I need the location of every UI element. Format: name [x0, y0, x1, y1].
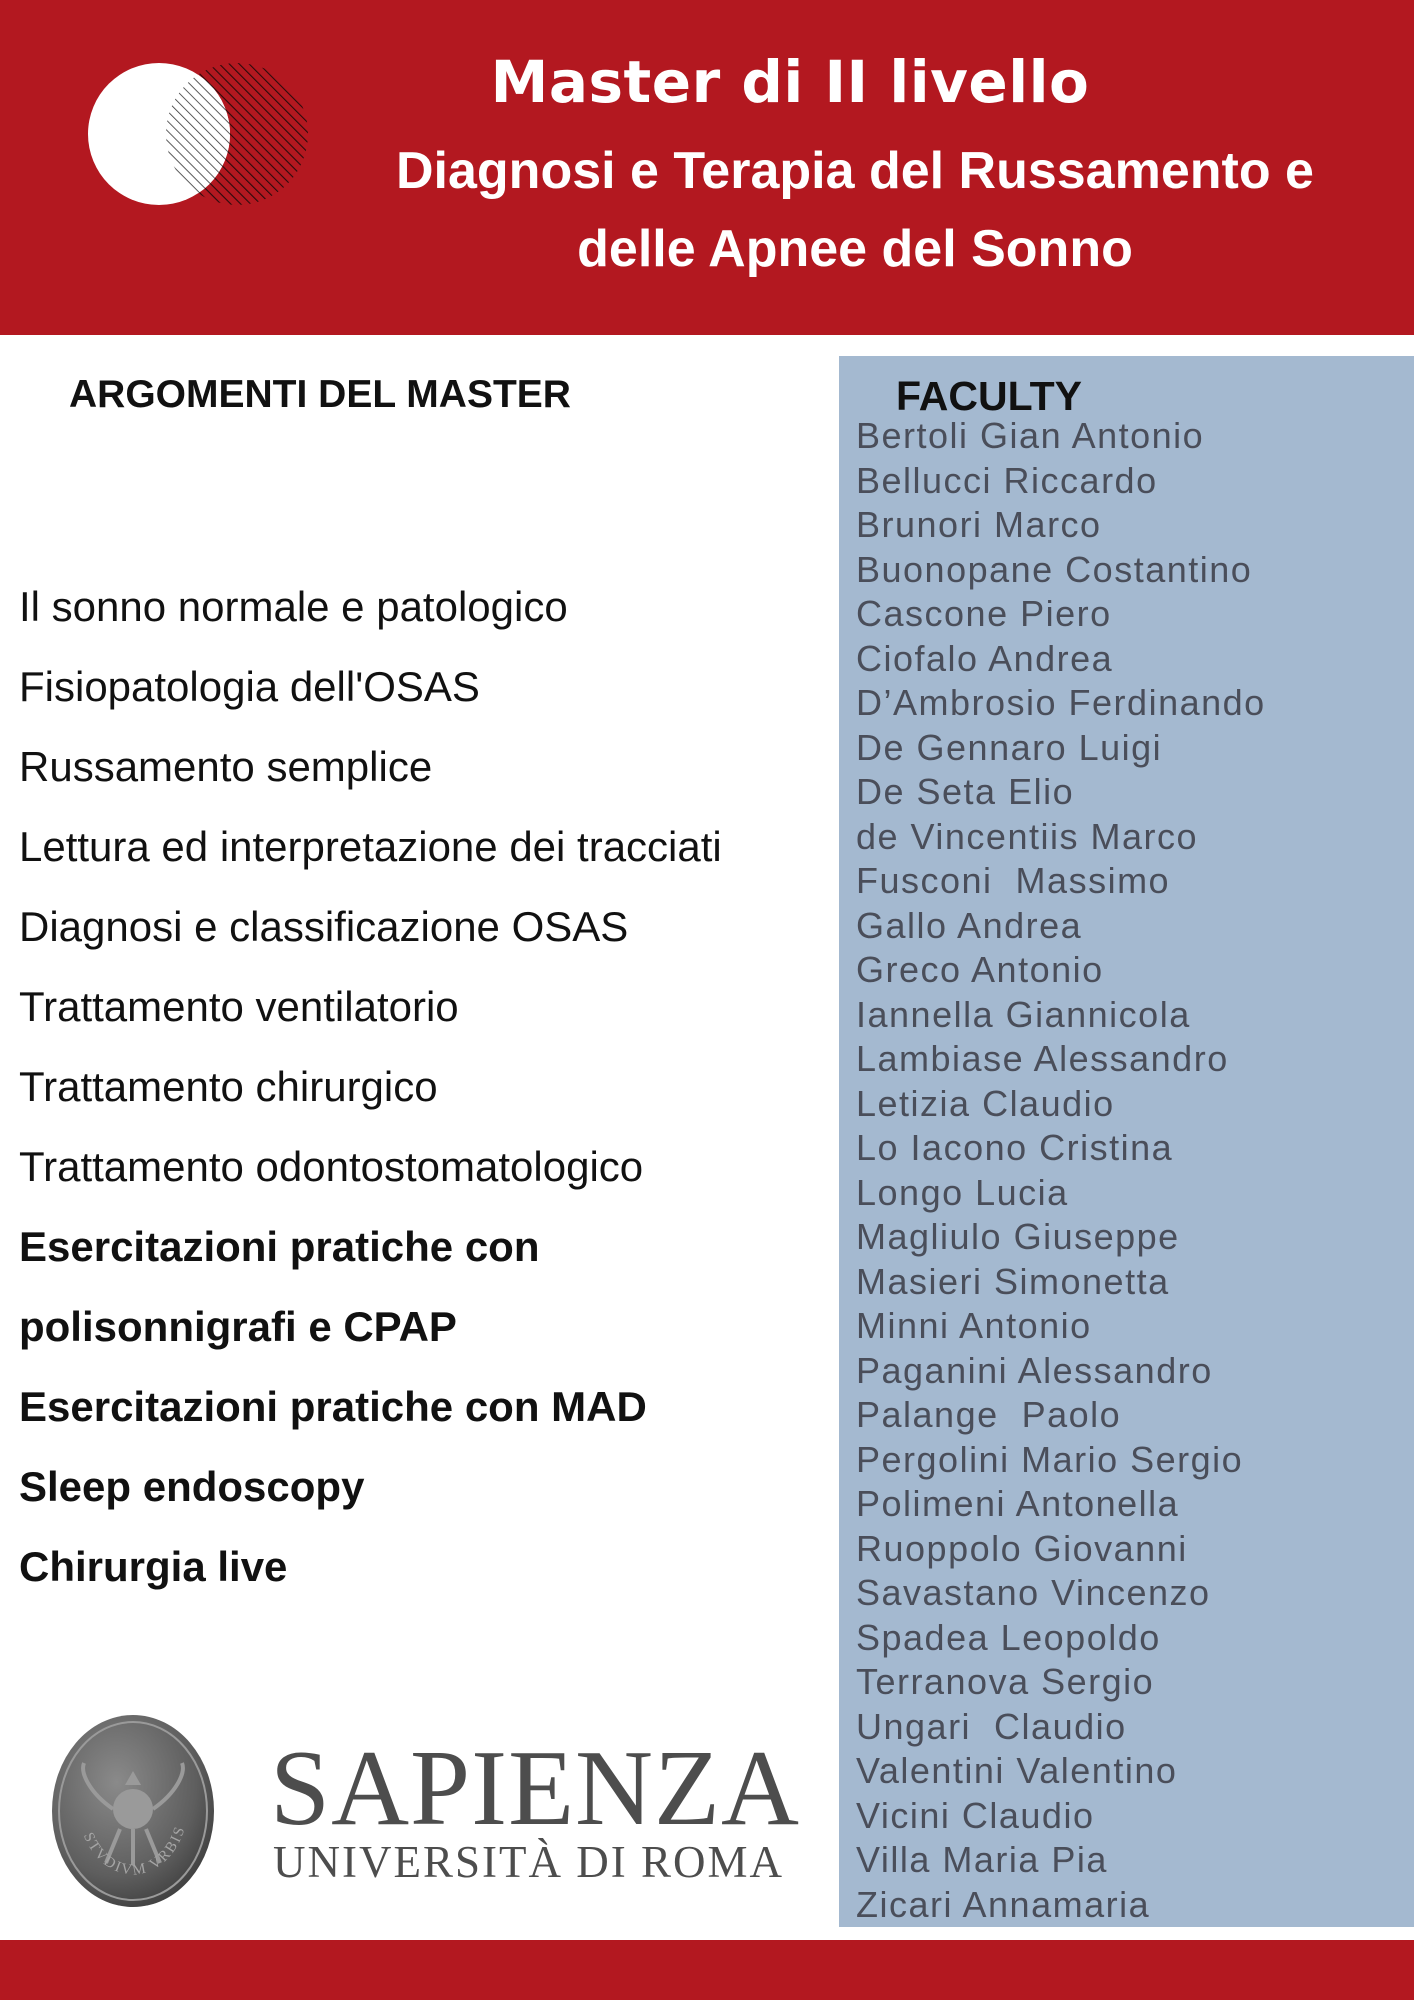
- subtitle-line-2: delle Apnee del Sonno: [577, 220, 1133, 278]
- faculty-member: Greco Antonio: [856, 949, 1104, 990]
- faculty-member: Valentini Valentino: [856, 1750, 1178, 1791]
- faculty-member: Brunori Marco: [856, 504, 1102, 545]
- faculty-member: Zicari Annamaria: [856, 1883, 1151, 1925]
- faculty-member: Terranova Sergio: [856, 1661, 1155, 1702]
- faculty-member: Cascone Piero: [856, 593, 1112, 634]
- topic-item: Russamento semplice: [19, 743, 433, 790]
- faculty-heading: FACULTY: [896, 373, 1083, 419]
- faculty-member: Bellucci Riccardo: [856, 459, 1158, 501]
- faculty-member: Ciofalo Andrea: [856, 637, 1114, 679]
- faculty-member: Longo Lucia: [856, 1171, 1069, 1213]
- faculty-member: Bertoli Gian Antonio: [856, 415, 1205, 456]
- topic-item: Lettura ed interpretazione dei tracciati: [19, 823, 722, 870]
- faculty-member: Fusconi Massimo: [856, 860, 1171, 901]
- topic-item: Trattamento ventilatorio: [19, 983, 459, 1030]
- seal-motto: STVDIVM VRBIS: [79, 1823, 189, 1879]
- faculty-member: de Vincentiis Marco: [856, 815, 1198, 857]
- faculty-member: Villa Maria Pia: [856, 1839, 1108, 1880]
- master-logo-icon: [88, 62, 310, 208]
- topic-item: Esercitazioni pratiche con: [19, 1223, 540, 1270]
- university-name: SAPIENZA: [270, 1729, 801, 1848]
- faculty-member: D’Ambrosio Ferdinando: [856, 682, 1266, 723]
- faculty-member: Lambiase Alessandro: [856, 1038, 1229, 1079]
- topic-item: Diagnosi e classificazione OSAS: [19, 903, 629, 950]
- faculty-member: Letizia Claudio: [856, 1082, 1115, 1124]
- subtitle-line-1: Diagnosi e Terapia del Russamento e: [396, 142, 1314, 200]
- faculty-member: De Seta Elio: [856, 771, 1075, 812]
- topic-item: Chirurgia live: [19, 1543, 288, 1590]
- faculty-member: Minni Antonio: [856, 1305, 1092, 1346]
- faculty-panel: [839, 356, 1414, 1927]
- faculty-member: Vicini Claudio: [856, 1794, 1095, 1836]
- topic-item: Fisiopatologia dell'OSAS: [19, 663, 480, 710]
- faculty-member: Lo Iacono Cristina: [856, 1127, 1174, 1168]
- faculty-member: Pergolini Mario Sergio: [856, 1438, 1244, 1480]
- faculty-member: Masieri Simonetta: [856, 1260, 1170, 1302]
- faculty-list: [856, 414, 1266, 1927]
- topic-item: Il sonno normale e patologico: [19, 583, 568, 630]
- topic-item: Trattamento odontostomatologico: [19, 1143, 644, 1190]
- topic-item: Sleep endoscopy: [19, 1463, 365, 1510]
- faculty-member: Magliulo Giuseppe: [856, 1216, 1180, 1257]
- faculty-member: Paganini Alessandro: [856, 1349, 1213, 1391]
- faculty-member: De Gennaro Luigi: [856, 726, 1163, 768]
- topics-heading: ARGOMENTI DEL MASTER: [69, 373, 571, 416]
- faculty-member: Savastano Vincenzo: [856, 1572, 1211, 1613]
- topic-item: Esercitazioni pratiche con MAD: [19, 1383, 647, 1430]
- topic-item: polisonnigrafi e CPAP: [19, 1303, 457, 1350]
- faculty-member: Palange Paolo: [856, 1394, 1122, 1435]
- topic-item: Trattamento chirurgico: [19, 1063, 438, 1110]
- master-subject-title: [340, 132, 1370, 288]
- master-level-title: Master di II livello: [490, 48, 1090, 116]
- faculty-member: Polimeni Antonella: [856, 1483, 1180, 1524]
- university-subtitle: UNIVERSITÀ DI ROMA: [273, 1837, 784, 1887]
- footer-bar: [0, 1940, 1414, 2000]
- faculty-member: Ungari Claudio: [856, 1705, 1127, 1747]
- sapienza-seal-icon: [50, 1713, 216, 1909]
- faculty-member: Buonopane Costantino: [856, 548, 1253, 590]
- faculty-member: Spadea Leopoldo: [856, 1616, 1161, 1658]
- faculty-member: Iannella Giannicola: [856, 993, 1191, 1035]
- header-banner: [0, 0, 1414, 335]
- faculty-member: Ruoppolo Giovanni: [856, 1527, 1188, 1569]
- topics-list: [19, 567, 819, 1607]
- faculty-member: Gallo Andrea: [856, 904, 1083, 946]
